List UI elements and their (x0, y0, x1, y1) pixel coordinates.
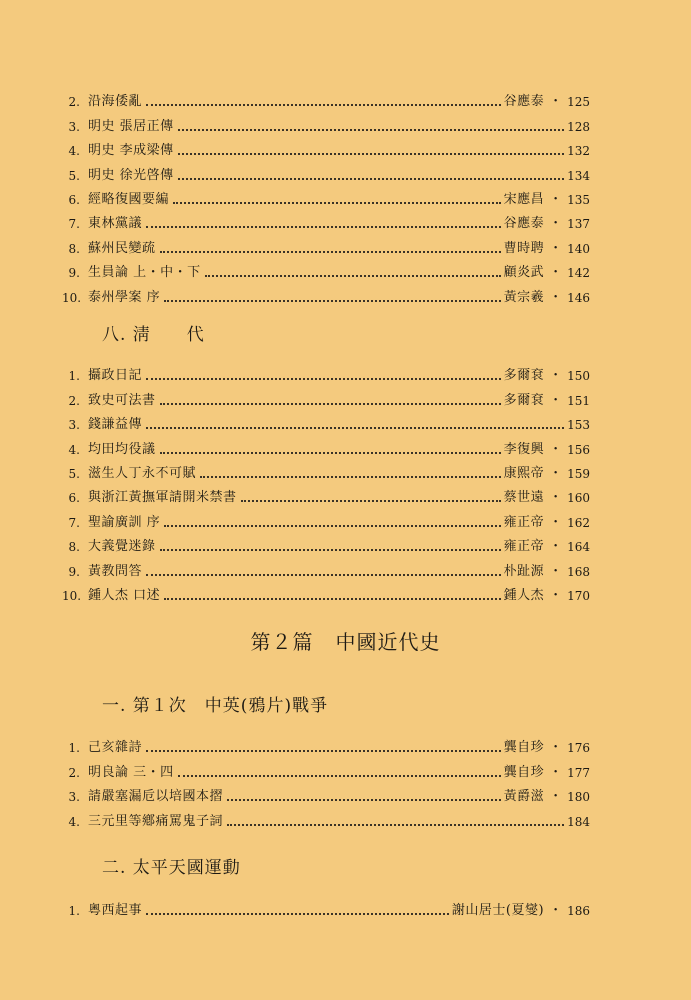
entry-title: 生員論 上・中・下 (88, 265, 201, 281)
entry-right (504, 740, 590, 756)
entry-number: 2. (68, 393, 80, 408)
entry-number: 5. (68, 466, 80, 481)
entry-right (567, 168, 590, 184)
toc-entry (62, 506, 590, 530)
entry-page-number: 140 (567, 241, 590, 256)
entry-right (504, 765, 590, 781)
part-heading (0, 626, 691, 655)
entry-number: 1. (68, 741, 80, 756)
entry-page-number: 176 (567, 741, 590, 756)
entry-number: 1. (68, 904, 80, 919)
entry-title: 與浙江黃撫軍請開米禁書 (88, 490, 237, 506)
entry-title: 滋生人丁永不可賦 (88, 465, 197, 481)
entry-page-number: 142 (567, 266, 590, 281)
entry-right (504, 539, 590, 555)
entry-separator: ・ (549, 289, 563, 305)
entry-separator: ・ (549, 265, 563, 281)
entry-author: 宋應昌 (503, 191, 545, 207)
entry-separator: ・ (549, 490, 563, 506)
entry-page-number: 184 (567, 814, 590, 829)
entry-title: 請嚴塞漏卮以培國本摺 (88, 789, 224, 805)
dot-leader (146, 912, 449, 915)
entry-title: 明史 張居正傳 (88, 118, 174, 134)
entry-separator: ・ (549, 539, 563, 555)
entry-page-number: 134 (567, 168, 590, 183)
entry-separator: ・ (549, 903, 563, 919)
entry-title: 三元里等鄕痛罵鬼子詞 (88, 813, 224, 829)
part-label: 第２篇 (250, 630, 314, 654)
entry-title: 明史 徐光啓傳 (88, 167, 174, 183)
entry-author: 黃爵滋 (503, 789, 545, 805)
toc-entry (62, 208, 590, 232)
entry-author: 曹時聘 (503, 240, 545, 256)
toc-entry (62, 458, 590, 482)
entry-number: 9. (68, 564, 80, 579)
dot-leader (146, 377, 501, 380)
entry-number: 3. (68, 790, 80, 805)
dot-leader (160, 548, 501, 551)
dot-leader (200, 475, 501, 478)
section-heading-qing: 八. 淸 代 (102, 325, 205, 345)
toc-entry (62, 805, 590, 829)
entry-number: 3. (68, 418, 80, 433)
entry-right (504, 466, 590, 482)
entry-page-number: 164 (567, 540, 590, 555)
part-title: 中國近代史 (335, 630, 441, 654)
entry-title: 東林黨議 (88, 216, 143, 232)
entry-right (567, 143, 590, 159)
entry-title: 聖諭廣訓 序 (88, 514, 161, 530)
entry-separator: ・ (549, 465, 563, 481)
entry-author: 多爾袞 (503, 368, 545, 384)
entry-number: 5. (68, 168, 80, 183)
entry-page-number: 156 (567, 442, 590, 457)
toc-entry (62, 580, 590, 604)
entry-page-number: 125 (567, 95, 590, 110)
dot-leader (227, 798, 501, 801)
toc-entry (62, 756, 590, 780)
entry-page-number: 151 (567, 393, 590, 408)
dot-leader (164, 524, 500, 527)
entry-separator: ・ (549, 764, 563, 780)
entry-page-number: 159 (567, 466, 590, 481)
entry-page-number: 177 (567, 765, 590, 780)
dot-leader (146, 103, 501, 106)
entry-right (504, 442, 590, 458)
entry-page-number: 150 (567, 369, 590, 384)
entry-author: 顧炎武 (503, 265, 545, 281)
entry-number: 3. (68, 119, 80, 134)
entry-page-number: 153 (567, 418, 590, 433)
entry-author: 多爾袞 (503, 392, 545, 408)
toc-entry (62, 257, 590, 281)
entry-title: 致史可法書 (88, 392, 156, 408)
entry-number: 2. (68, 95, 80, 110)
toc-entry (62, 159, 590, 183)
toc-entry (62, 360, 590, 384)
entry-page-number: 160 (567, 491, 590, 506)
entry-right (504, 789, 590, 805)
toc-entry (62, 895, 590, 919)
entry-title: 經略復國要編 (88, 191, 170, 207)
toc-entry (62, 409, 590, 433)
toc-entry (62, 110, 590, 134)
toc-entry (62, 531, 590, 555)
entry-right (567, 417, 590, 433)
entry-right (504, 265, 590, 281)
entry-separator: ・ (549, 789, 563, 805)
toc-entry (62, 384, 590, 408)
entry-title: 錢謙益傳 (88, 417, 143, 433)
entry-right (504, 94, 590, 110)
toc-entry (62, 781, 590, 805)
entry-author: 謝山居士(夏燮) (451, 903, 545, 919)
entry-title: 蘇州民變疏 (88, 240, 156, 256)
entry-page-number: 146 (567, 290, 590, 305)
entry-right (504, 490, 590, 506)
dot-leader (178, 177, 564, 180)
dot-leader (146, 225, 501, 228)
entry-right (567, 119, 590, 135)
dot-leader (173, 201, 501, 204)
entry-right (504, 241, 590, 257)
entry-author: 雍正帝 (503, 514, 545, 530)
dot-leader (160, 250, 501, 253)
section-heading-taiping: 二. 太平天國運動 (102, 858, 241, 878)
entry-separator: ・ (549, 216, 563, 232)
entry-author: 谷應泰 (503, 216, 545, 232)
toc-entry (62, 135, 590, 159)
dot-leader (146, 749, 501, 752)
entry-separator: ・ (549, 514, 563, 530)
entry-page-number: 162 (567, 515, 590, 530)
toc-entry (62, 555, 590, 579)
entry-title: 明良論 三・四 (88, 764, 174, 780)
toc-entry (62, 732, 590, 756)
entry-right (504, 216, 590, 232)
entry-right (567, 814, 590, 830)
dot-leader (146, 426, 564, 429)
entry-author: 雍正帝 (503, 539, 545, 555)
entry-title: 黃教問答 (88, 563, 143, 579)
entry-right (504, 393, 590, 409)
entry-author: 李復興 (503, 441, 545, 457)
entry-right (504, 564, 590, 580)
entry-separator: ・ (549, 240, 563, 256)
entry-number: 4. (68, 144, 80, 159)
entry-page-number: 168 (567, 564, 590, 579)
entry-title: 鍾人杰 口述 (88, 587, 161, 603)
entry-separator: ・ (549, 563, 563, 579)
entry-title: 明史 李成梁傳 (88, 143, 174, 159)
entry-author: 朴趾源 (503, 563, 545, 579)
dot-leader (160, 451, 501, 454)
dot-leader (241, 499, 501, 502)
entry-separator: ・ (549, 94, 563, 110)
dot-leader (178, 774, 501, 777)
toc-entry (62, 184, 590, 208)
dot-leader (205, 274, 501, 277)
section-heading-opium-war: 一. 第１次 中英(鴉片)戰爭 (102, 696, 329, 716)
entry-page-number: 128 (567, 119, 590, 134)
entry-separator: ・ (549, 740, 563, 756)
entry-number: 8. (68, 540, 80, 555)
entry-separator: ・ (549, 587, 563, 603)
entry-number: 9. (68, 266, 80, 281)
dot-leader (178, 152, 564, 155)
entry-title: 大義覺迷錄 (88, 539, 156, 555)
entry-right (504, 290, 590, 306)
entry-author: 黃宗羲 (503, 289, 545, 305)
entry-title: 粵西起事 (88, 903, 143, 919)
toc-list-ming (62, 86, 590, 306)
toc-entry (62, 86, 590, 110)
toc-list-opium-war (62, 732, 590, 830)
toc-entry (62, 433, 590, 457)
toc-entry (62, 482, 590, 506)
entry-page-number: 170 (567, 588, 590, 603)
entry-number: 8. (68, 241, 80, 256)
entry-page-number: 135 (567, 192, 590, 207)
entry-author: 谷應泰 (503, 94, 545, 110)
entry-number: 4. (68, 814, 80, 829)
entry-title: 己亥雜詩 (88, 740, 143, 756)
dot-leader (164, 597, 500, 600)
entry-number: 6. (68, 491, 80, 506)
toc-list-qing (62, 360, 590, 604)
entry-title: 攝政日記 (88, 368, 143, 384)
entry-number: 1. (68, 369, 80, 384)
entry-author: 蔡世遠 (503, 490, 545, 506)
entry-page-number: 132 (567, 144, 590, 159)
entry-number: 4. (68, 442, 80, 457)
toc-list-taiping (62, 895, 590, 919)
entry-right (504, 588, 590, 604)
entry-page-number: 137 (567, 217, 590, 232)
dot-leader (164, 299, 500, 302)
entry-separator: ・ (549, 441, 563, 457)
entry-author: 龔自珍 (503, 740, 545, 756)
entry-page-number: 186 (567, 904, 590, 919)
entry-page-number: 180 (567, 790, 590, 805)
entry-right (504, 515, 590, 531)
entry-number: 6. (68, 192, 80, 207)
entry-number: 10. (62, 588, 82, 603)
entry-number: 10. (62, 290, 82, 305)
entry-right (504, 192, 590, 208)
entry-separator: ・ (549, 191, 563, 207)
entry-title: 泰州學案 序 (88, 289, 161, 305)
entry-right (452, 903, 590, 919)
entry-separator: ・ (549, 392, 563, 408)
entry-right (504, 368, 590, 384)
entry-author: 鍾人杰 (503, 587, 545, 603)
dot-leader (178, 128, 564, 131)
entry-author: 康熙帝 (503, 465, 545, 481)
entry-number: 7. (68, 515, 80, 530)
entry-separator: ・ (549, 368, 563, 384)
entry-number: 2. (68, 765, 80, 780)
entry-author: 龔自珍 (503, 764, 545, 780)
toc-entry (62, 281, 590, 305)
entry-number: 7. (68, 217, 80, 232)
entry-title: 沿海倭亂 (88, 94, 143, 110)
entry-title: 均田均役議 (88, 441, 156, 457)
dot-leader (227, 823, 564, 826)
dot-leader (146, 573, 501, 576)
dot-leader (160, 402, 501, 405)
toc-entry (62, 232, 590, 256)
